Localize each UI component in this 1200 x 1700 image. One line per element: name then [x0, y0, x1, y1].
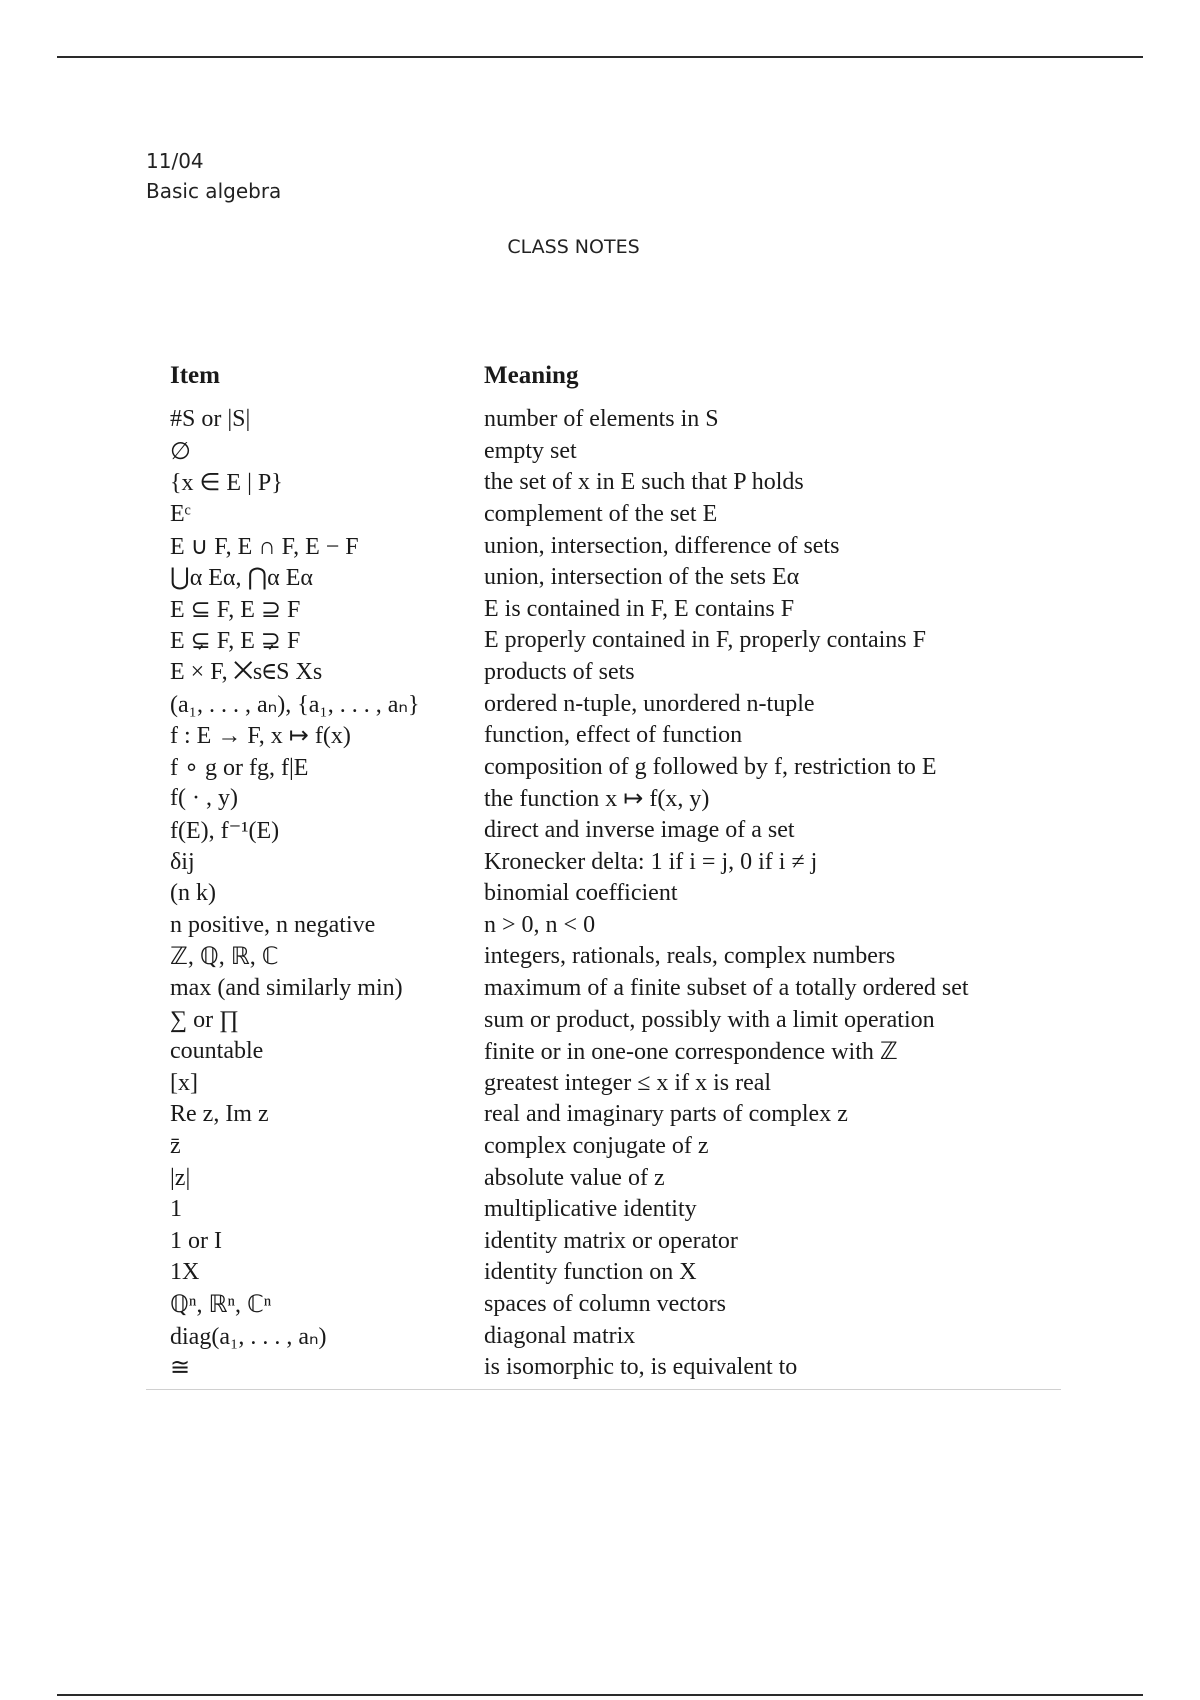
table-row	[146, 1067, 1044, 1099]
notation-item: #S or |S|	[170, 406, 251, 433]
table-row	[146, 530, 1044, 562]
subject-label: Basic algebra	[146, 179, 282, 203]
notation-meaning: integers, rationals, reals, complex numbers	[484, 943, 896, 970]
notation-item: (a₁, . . . , aₙ), {a₁, . . . , aₙ}	[170, 691, 420, 718]
notation-meaning: the set of x in E such that P holds	[484, 469, 804, 496]
notation-item: diag(a₁, . . . , aₙ)	[170, 1323, 327, 1350]
notation-meaning: complex conjugate of z	[484, 1132, 709, 1159]
notation-meaning: sum or product, possibly with a limit operation	[484, 1006, 935, 1033]
table-row	[146, 625, 1044, 657]
notation-item: countable	[170, 1038, 264, 1065]
table-row	[146, 1036, 1044, 1068]
column-header-item: Item	[170, 362, 220, 389]
table-row	[146, 1225, 1044, 1257]
notation-meaning: identity function on X	[484, 1259, 697, 1286]
notation-item: ∑ or ∏	[170, 1006, 239, 1033]
notation-meaning: composition of g followed by f, restriction to E	[484, 753, 937, 780]
notation-meaning: ordered n-tuple, unordered n-tuple	[484, 690, 815, 717]
notation-meaning: absolute value of z	[484, 1164, 665, 1191]
notation-meaning: union, intersection of the sets Eα	[484, 564, 800, 591]
notation-meaning: E properly contained in F, properly contains F	[484, 627, 926, 654]
notation-item: max (and similarly min)	[170, 974, 403, 1001]
date-label: 11/04	[146, 149, 204, 173]
notation-item: E × F, ⨉s∈S Xs	[170, 659, 323, 686]
notation-meaning: function, effect of function	[484, 722, 743, 749]
table-header-row	[146, 358, 1044, 404]
notation-item: f( · , y)	[170, 785, 238, 812]
notation-item: f ∘ g or fg, f|E	[170, 754, 309, 781]
table-row	[146, 594, 1044, 626]
notation-item: Eᶜ	[170, 501, 191, 528]
top-rule	[57, 56, 1143, 58]
table-row	[146, 1257, 1044, 1289]
notation-item: f(E), f⁻¹(E)	[170, 818, 280, 845]
table-row	[146, 1194, 1044, 1226]
table-row	[146, 1099, 1044, 1131]
notation-item: ∅	[170, 438, 191, 465]
notation-meaning: complement of the set E	[484, 501, 718, 528]
notation-table-container	[146, 358, 1061, 1390]
notation-meaning: products of sets	[484, 659, 635, 686]
notation-meaning: binomial coefficient	[484, 880, 678, 907]
notation-item: ⋃α Eα, ⋂α Eα	[170, 565, 313, 592]
notation-meaning: direct and inverse image of a set	[484, 817, 795, 844]
table-row	[146, 720, 1044, 752]
notation-meaning: maximum of a finite subset of a totally ordered set	[484, 974, 969, 1001]
notation-item: [x]	[170, 1069, 198, 1096]
table-row	[146, 846, 1044, 878]
table-row	[146, 404, 1044, 436]
table-body	[146, 404, 1044, 1383]
notation-meaning: identity matrix or operator	[484, 1227, 738, 1254]
notation-item: |z|	[170, 1164, 191, 1191]
notation-item: (n k)	[170, 880, 216, 907]
bottom-rule	[57, 1694, 1143, 1696]
table-row	[146, 1131, 1044, 1163]
document-header	[146, 146, 281, 206]
table-row	[146, 973, 1044, 1005]
notation-meaning: Kronecker delta: 1 if i = j, 0 if i ≠ j	[484, 848, 818, 875]
table-row	[146, 499, 1044, 531]
table-row	[146, 688, 1044, 720]
table-row	[146, 1352, 1044, 1384]
notation-item: 1 or I	[170, 1227, 222, 1254]
notation-item: ℚⁿ, ℝⁿ, ℂⁿ	[170, 1291, 272, 1318]
notation-item: δij	[170, 848, 195, 875]
notation-meaning: real and imaginary parts of complex z	[484, 1101, 848, 1128]
table-row	[146, 436, 1044, 468]
notation-item: 1X	[170, 1259, 200, 1286]
notation-meaning: n > 0, n < 0	[484, 911, 596, 938]
notation-meaning: E is contained in F, E contains F	[484, 595, 795, 622]
notation-item: ≅	[170, 1355, 191, 1382]
table-row	[146, 1289, 1044, 1321]
notation-item: 1	[170, 1196, 182, 1223]
notation-meaning: spaces of column vectors	[484, 1290, 726, 1317]
table-row	[146, 467, 1044, 499]
notation-meaning: diagonal matrix	[484, 1322, 636, 1349]
notation-item: E ⊆ F, E ⊇ F	[170, 596, 301, 623]
notation-item: z̄	[170, 1132, 181, 1159]
table-row	[146, 941, 1044, 973]
table-row	[146, 783, 1044, 815]
table-row	[146, 910, 1044, 942]
notation-meaning: number of elements in S	[484, 406, 719, 433]
notation-meaning: multiplicative identity	[484, 1196, 697, 1223]
notation-item: E ∪ F, E ∩ F, E − F	[170, 533, 359, 560]
notation-meaning: is isomorphic to, is equivalent to	[484, 1354, 798, 1381]
notation-meaning: finite or in one-one correspondence with ℤ	[484, 1039, 898, 1066]
table-row	[146, 815, 1044, 847]
notation-item: n positive, n negative	[170, 911, 376, 938]
table-row	[146, 657, 1044, 689]
notation-meaning: greatest integer ≤ x if x is real	[484, 1069, 772, 1096]
table-row	[146, 562, 1044, 594]
notation-meaning: the function x ↦ f(x, y)	[484, 786, 710, 813]
column-header-meaning: Meaning	[484, 362, 579, 389]
notation-table	[146, 358, 1044, 1383]
notation-item: ℤ, ℚ, ℝ, ℂ	[170, 944, 279, 971]
table-row	[146, 1320, 1044, 1352]
table-row	[146, 752, 1044, 784]
notation-item: {x ∈ E | P}	[170, 470, 283, 497]
table-row	[146, 1004, 1044, 1036]
table-row	[146, 878, 1044, 910]
notation-meaning: union, intersection, difference of sets	[484, 532, 840, 559]
notation-item: f : E → F, x ↦ f(x)	[170, 723, 351, 750]
notation-item: E ⊊ F, E ⊋ F	[170, 628, 301, 655]
notation-meaning: empty set	[484, 437, 577, 464]
page-title: CLASS NOTES	[507, 236, 640, 258]
table-row	[146, 1162, 1044, 1194]
notation-item: Re z, Im z	[170, 1101, 269, 1128]
